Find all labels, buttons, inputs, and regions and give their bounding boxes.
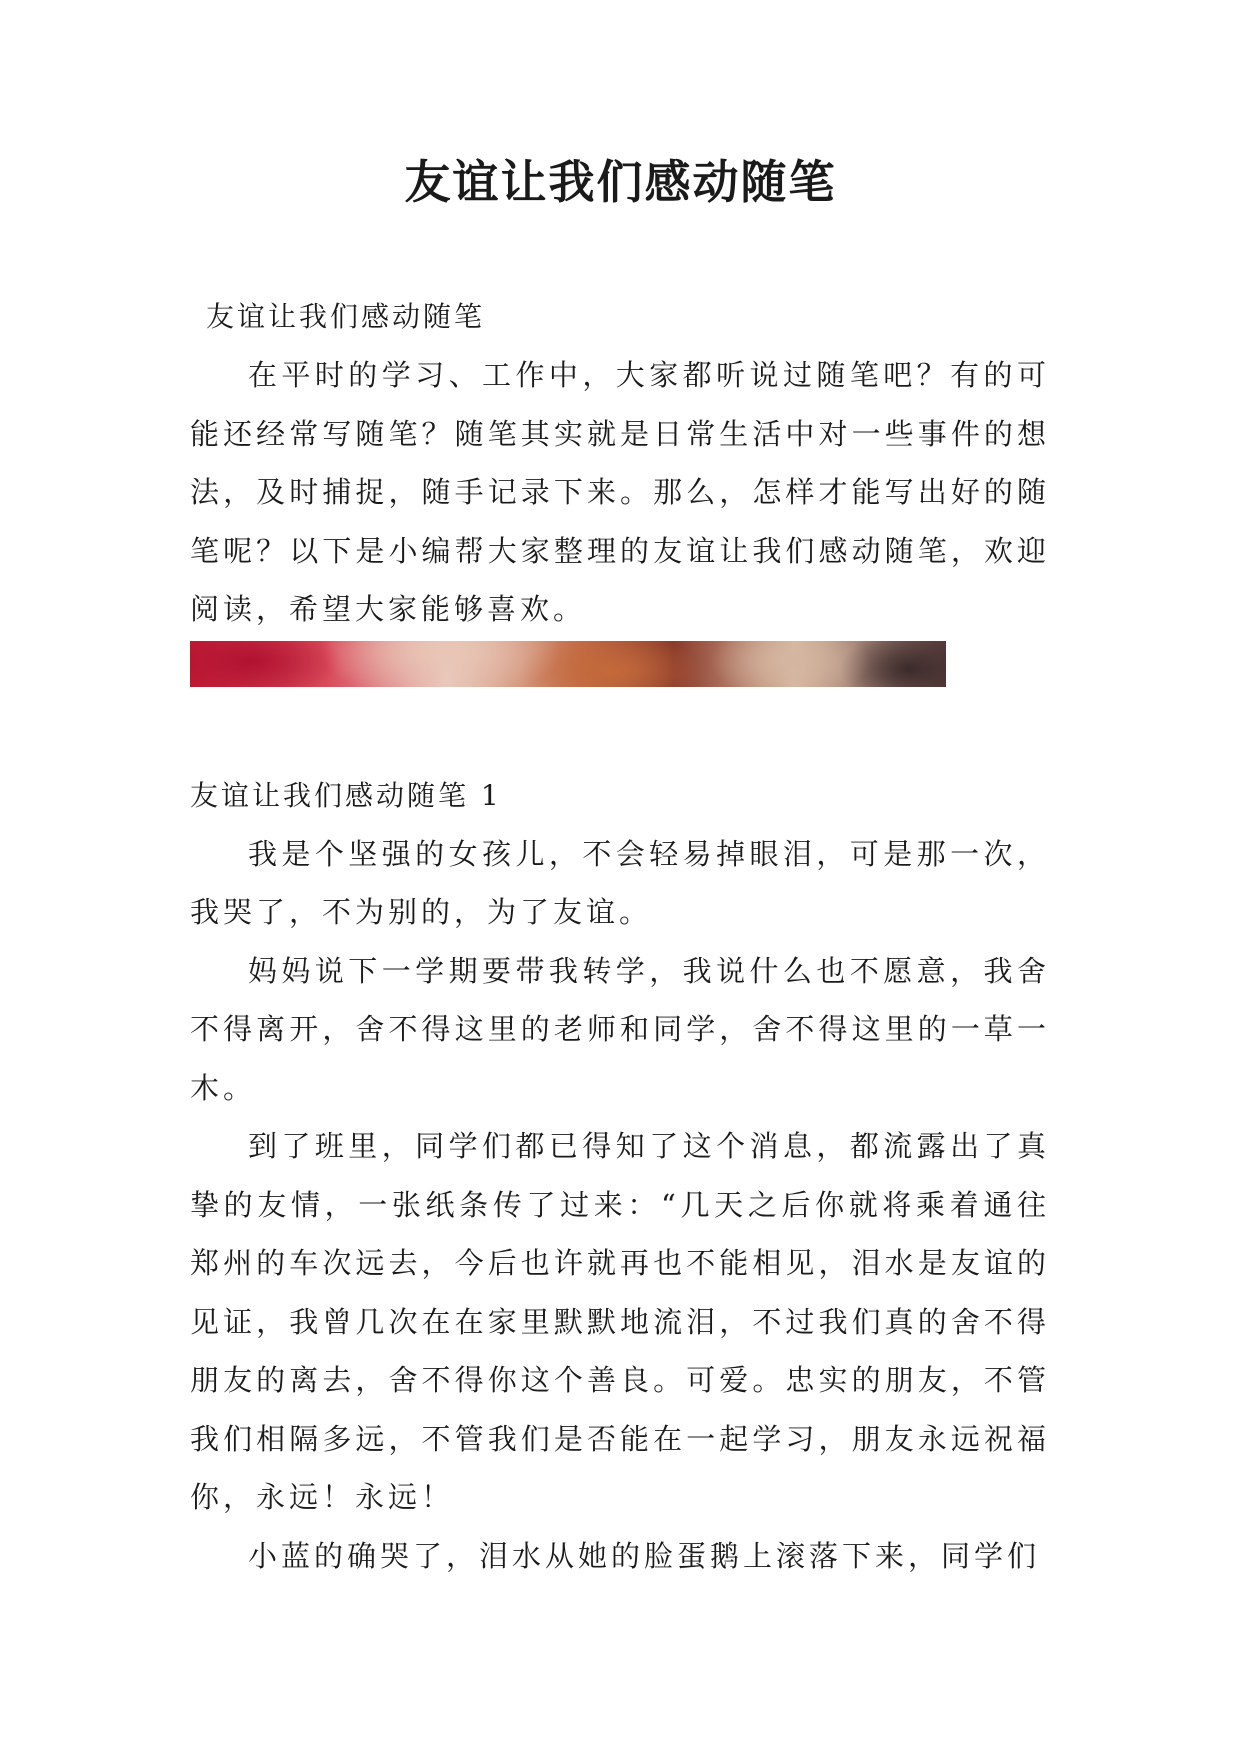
section-spacer [190,687,1050,767]
document-title: 友谊让我们感动随笔 [404,155,837,209]
intro-paragraph: 在平时的学习、工作中，大家都听说过随笔吧？有的可能还经常写随笔？随笔其实就是日常生活中对一些事件的想法，及时捕捉，随手记录下来。那么，怎样才能写出好的随笔呢？以下是小编帮大家整理的友谊让我们感动随笔，欢迎阅读，希望大家能够喜欢。 [190,358,1050,626]
body-paragraph: 妈妈说下一学期要带我转学，我说什么也不愿意，我舍不得离开，舍不得这里的老师和同学，舍不得这里的一草一木。 [190,953,1050,1105]
body-paragraph: 到了班里，同学们都已得知了这个消息，都流露出了真挚的友情，一张纸条传了过来：“几天之后你就将乘着通往郑州的车次远去，今后也许就再也不能相见，泪水是友谊的见证，我曾几次在在家里默默地流泪，不过我们真的舍不得朋友的离去，舍不得你这个善良。可爱。忠实的朋友，不管我们相隔多远，不管我们是否能在一起学习，朋友永远祝福你，永远！永远！ [190,1129,1050,1514]
section-heading: 友谊让我们感动随笔 1 [190,778,502,812]
body-paragraph: 我是个坚强的女孩儿，不会轻易掉眼泪，可是那一次，我哭了，不为别的，为了友谊。 [190,836,1050,929]
body-paragraph: 小蓝的确哭了，泪水从她的脸蛋鹅上滚落下来，同学们 [248,1538,1041,1573]
intro-heading: 友谊让我们感动随笔 [206,300,486,333]
decorative-banner-image [190,641,946,687]
document-body [190,288,1050,1585]
